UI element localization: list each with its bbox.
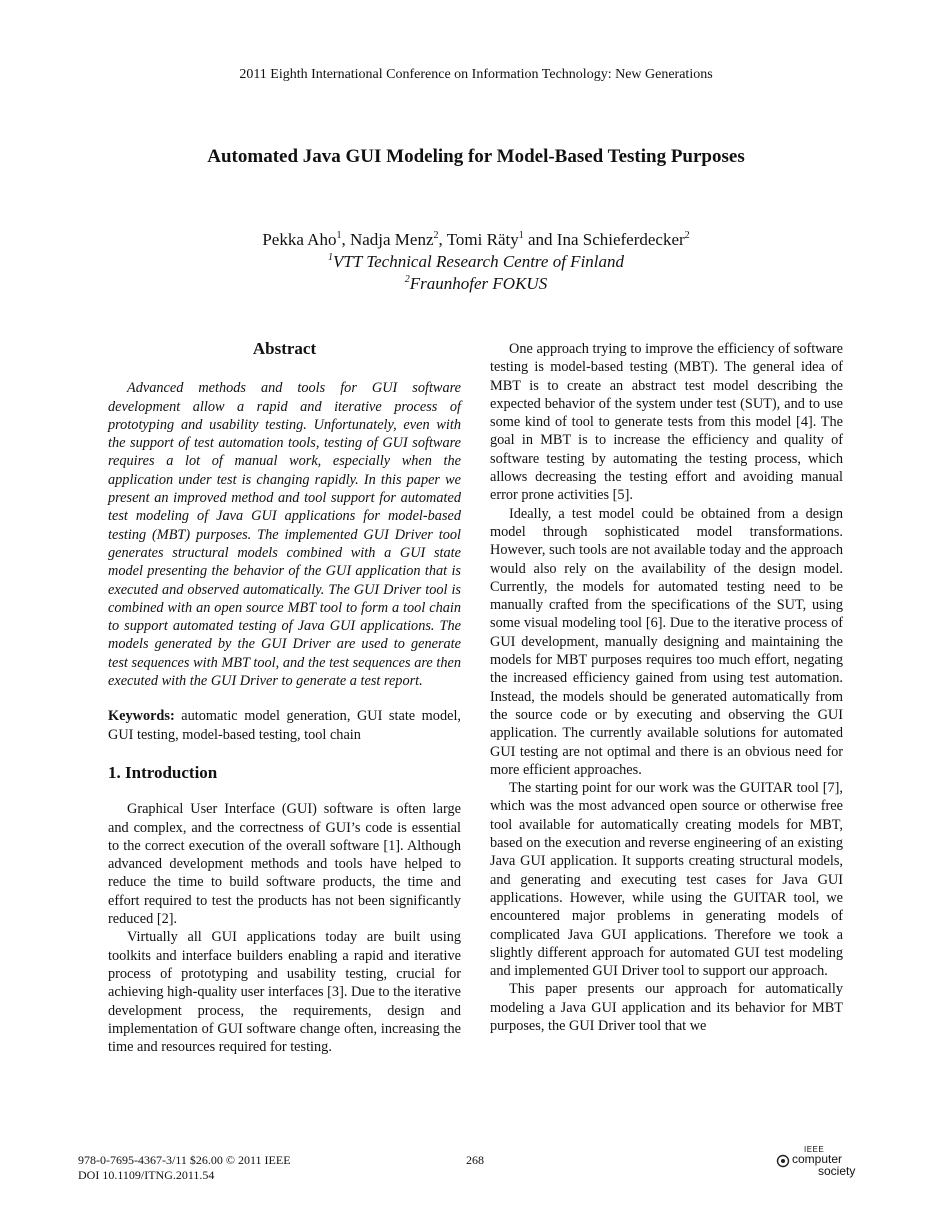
- abstract-body: Advanced methods and tools for GUI software development allow a rapid and iterative process of prototyping and usability testing. Unfortunately, even with the support of test automation tools, testing of GUI software requires a lot of manual work, especially when the application under test is changing rapidly. In this paper we present an improved method and tool support for automated test modeling of Java GUI applications for model-based testing (MBT) purposes. The implemented GUI Driver tool generates structural models combined with a GUI state model presenting the behavior of the GUI application that is executed and observed automatically. The GUI Driver tool is combined with an open source MBT tool to form a tool chain to support automated testing of Java GUI applications. The models generated by the GUI Driver are used to generate test sequences with MBT tool, and the test sequences are then executed with the GUI Driver to generate a test report.: [108, 380, 461, 690]
- conference-header: 2011 Eighth International Conference on Information Technology: New Generations: [239, 67, 713, 82]
- author-separator: ,: [438, 230, 447, 249]
- right-column: [490, 340, 843, 1035]
- author-affiliation-mark: 2: [433, 230, 439, 241]
- author-block: [0, 229, 952, 295]
- affiliation: [0, 251, 952, 273]
- ieee-computer-society-logo: [776, 1145, 858, 1179]
- left-column: [108, 340, 461, 1056]
- author-affiliation-mark: 1: [518, 230, 524, 241]
- footer-copyright: [78, 1153, 291, 1183]
- affiliation: [0, 273, 952, 295]
- author-affiliation-mark: 1: [336, 230, 342, 241]
- author-name: Pekka Aho: [262, 230, 337, 249]
- abstract-heading: Abstract: [252, 339, 317, 358]
- logo-line-2: society: [818, 1164, 856, 1178]
- author-list: [0, 229, 952, 251]
- affiliation-name: VTT Technical Research Centre of Finland: [332, 252, 625, 271]
- author-name: Nadja Menz: [349, 230, 434, 249]
- paragraph: Ideally, a test model could be obtained from a design model through sophisticated model transformations. However, such tools are not available today and the approach would also rely on the availability of the design model. Currently, the models for automated testing need to be manually crafted from the specifications of the SUT, using some visual modeling tool [6]. Due to the iterative process of GUI development, manually designing and maintaining the models for MBT purposes requires too much effort, negating the increased efficiency gained from using test automation. Instead, the models should be generated automatically from the source code or by executing and observing the GUI application. The currently available solutions for automated GUI testing are not optimal and there is an obvious need for more efficient approaches.: [490, 505, 843, 778]
- affiliation-mark: 2: [404, 274, 410, 285]
- paper-title: Automated Java GUI Modeling for Model-Based Testing Purposes: [207, 146, 745, 167]
- author-separator: ,: [341, 230, 350, 249]
- affiliation-name: Fraunhofer FOKUS: [409, 274, 548, 293]
- author-separator: and: [523, 230, 557, 249]
- keywords-text: automatic model generation, GUI state model, GUI testing, model-based testing, tool chain: [108, 708, 461, 743]
- footer-doi: DOI 10.1109/ITNG.2011.54: [78, 1168, 215, 1182]
- paragraph: Virtually all GUI applications today are built using toolkits and interface builders enabling a rapid and iterative process of prototyping and usability testing, crucial for achieving high-quality user interfaces [3]. Due to the iterative development process, the requirements, design and implementation of GUI software change often, increasing the time and resources required for testing.: [108, 929, 461, 1056]
- keywords: [108, 707, 461, 744]
- section-heading: 1. Introduction: [108, 762, 218, 782]
- paragraph: The starting point for our work was the GUITAR tool [7], which was the most advanced open source or otherwise free tool available for automatically creating models for MBT, based on the execution and reverse engineering of an existing Java GUI application. It supports creating structural models, and generating and executing test cases for Java GUI applications. However, while using the GUITAR tool, we encountered major problems in generating models of complicated Java GUI applications. Therefore we took a slightly different approach for automated GUI test modeling and implemented GUI Driver tool to support our approach.: [490, 780, 843, 980]
- author-name: Ina Schieferdecker: [556, 230, 685, 249]
- affiliation-mark: 1: [327, 252, 333, 263]
- ieee-computer-society-logo-icon: [776, 1154, 790, 1168]
- logo-line-1: computer: [792, 1152, 843, 1166]
- author-affiliation-mark: 2: [684, 230, 690, 241]
- keywords-label: Keywords:: [108, 708, 175, 725]
- author-name: Tomi Räty: [446, 230, 519, 249]
- paragraph: This paper presents our approach for automatically modeling a Java GUI application and its behavior for MBT purposes, the GUI Driver tool that we: [490, 981, 843, 1034]
- page-number: 268: [466, 1153, 484, 1167]
- logo-ieee-text: IEEE: [804, 1145, 825, 1154]
- paragraph: One approach trying to improve the efficiency of software testing is model-based testing (MBT). The general idea of MBT is to create an abstract test model describing the expected behavior of the system under test (SUT), and to use some kind of tool to generate tests from this model [4]. The goal in MBT is to increase the efficiency and quality of software testing by automating the testing process, which allows decreasing the testing effort and avoiding manual error prone activities [5].: [490, 341, 843, 504]
- paragraph: Graphical User Interface (GUI) software is often large and complex, and the correctness of GUI’s code is essential to the correct execution of the overall software [1]. Although advanced development methods and tools have helped to reduce the time to build software products, the time and effort required to test the products has not been significantly reduced [2].: [108, 801, 461, 928]
- footer-isbn: 978-0-7695-4367-3/11 $26.00 © 2011 IEEE: [78, 1153, 291, 1167]
